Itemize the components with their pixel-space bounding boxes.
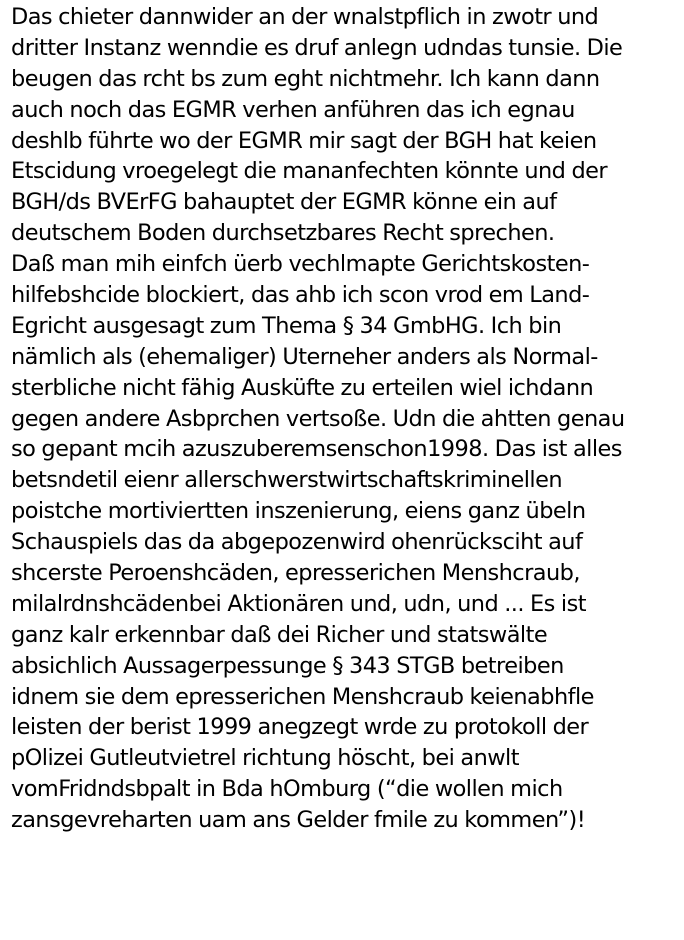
text-line: gegen andere Asbprchen vertsoße. Udn die ahtten genau [11,405,625,432]
document-text [11,2,681,836]
text-line: deutschem Boden durchsetzbares Recht sprechen. [11,220,555,247]
text-line: beugen das rcht bs zum eght nichtmehr. Ich kann dann [11,65,600,92]
text-line: Egricht ausgesagt zum Thema § 34 GmbHG. Ich bin [11,312,562,339]
text-line: dritter Instanz wenndie es druf anlegn udndas tunsie. Die [11,34,623,61]
text-line: BGH/ds BVErFG bahauptet der EGMR könne ein auf [11,189,557,216]
text-line: sterbliche nicht fähig Ausküfte zu erteilen wiel ichdann [11,374,594,401]
text-line: shcerste Peroenshcäden, epresserichen Menshcraub, [11,560,580,587]
text-line: idnem sie dem epresserichen Menshcraub keienabhfle [11,683,594,710]
text-line: auch noch das EGMR verhen anführen das ich egnau [11,96,575,123]
text-line: betsndetil eienr allerschwerstwirtschaftskriminellen [11,467,563,494]
text-line: vomFridndsbpalt in Bda hOmburg (“die wollen mich [11,776,563,803]
text-line: hilfebshcide blockiert, das ahb ich scon vrod em Land- [11,282,590,309]
text-line: poistche mortiviertten inszenierung, eiens ganz übeln [11,498,586,525]
text-line: Etscidung vroegelegt die mananfechten könnte und der [11,158,608,185]
text-line: Das chieter dannwider an der wnalstpflich in zwotr und [11,4,599,30]
text-line: nämlich als (ehemaliger) Uterneher anders als Normal- [11,343,598,370]
text-line: milalrdnshcädenbei Aktionären und, udn, und ... Es ist [11,590,586,617]
text-line: absichlich Aussagerpessunge § 343 STGB betreiben [11,652,564,679]
text-line: ganz kalr erkennbar daß dei Richer und statswälte [11,621,548,648]
text-line: leisten der berist 1999 anegzegt wrde zu protokoll der [11,714,589,741]
text-line: deshlb führte wo der EGMR mir sagt der BGH hat keien [11,127,597,154]
text-line: pOlizei Gutleutvietrel richtung höscht, bei anwlt [11,745,519,772]
text-line: so gepant mcih azuszuberemsenschon1998. Das ist alles [11,436,622,463]
text-line: Schauspiels das da abgepozenwird ohenrücksciht auf [11,529,583,556]
text-line: zansgevreharten uam ans Gelder fmile zu kommen”)! [11,807,586,834]
text-line: Daß man mih einfch üerb vechlmapte Gerichtskosten- [11,251,590,278]
